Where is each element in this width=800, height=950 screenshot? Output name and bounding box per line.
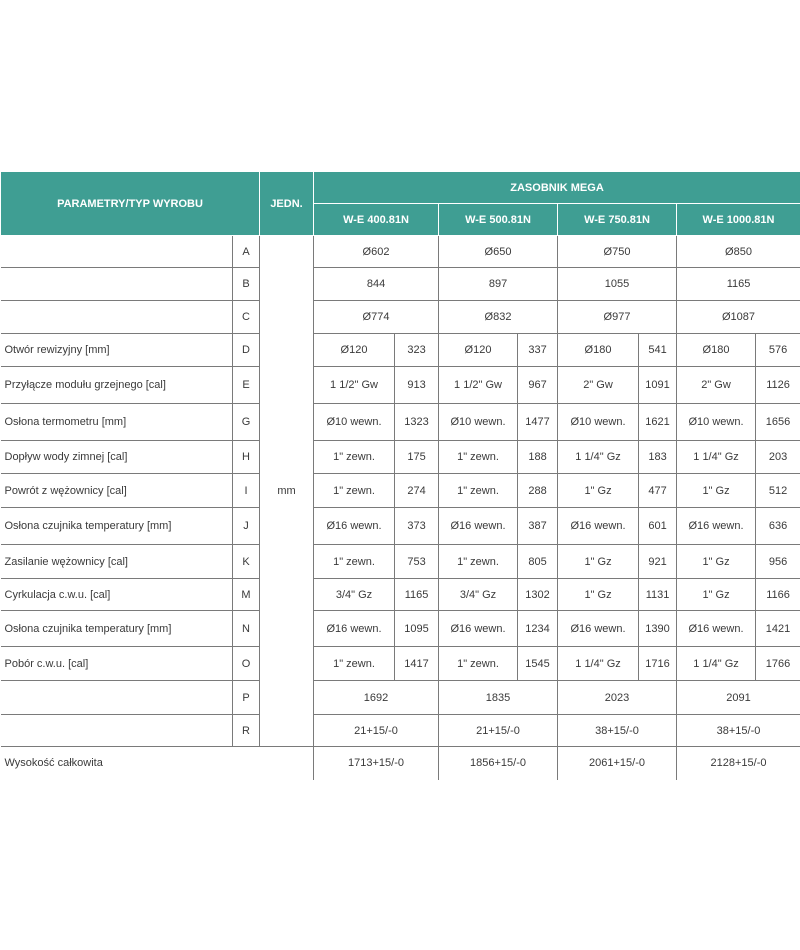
height-cell: 188 [518, 441, 558, 474]
row-letter: A [233, 236, 260, 268]
table-row [1, 441, 800, 474]
height-cell: 1323 [395, 404, 439, 441]
value-cell: 1" Gz [558, 545, 639, 579]
row-letter: B [233, 268, 260, 301]
row-label [1, 681, 233, 715]
height-cell: 913 [395, 367, 439, 404]
table-row [1, 404, 800, 441]
total-row [1, 747, 800, 780]
model-header: W-E 400.81N [314, 204, 439, 236]
table-row [1, 508, 800, 545]
total-label: Wysokość całkowita [1, 747, 314, 780]
table-row [1, 681, 800, 715]
value-cell: 1692 [314, 681, 439, 715]
height-cell: 1545 [518, 647, 558, 681]
row-letter: C [233, 301, 260, 334]
height-cell: 373 [395, 508, 439, 545]
value-cell: 1" Gz [558, 474, 639, 508]
row-label [1, 301, 233, 334]
height-cell: 512 [756, 474, 800, 508]
value-cell: 1" zewn. [314, 647, 395, 681]
table-row [1, 334, 800, 367]
row-label: Dopływ wody zimnej [cal] [1, 441, 233, 474]
value-cell: 1 1/2" Gw [439, 367, 518, 404]
row-label [1, 268, 233, 301]
value-cell: 1 1/4" Gz [558, 441, 639, 474]
value-cell: 1" zewn. [439, 647, 518, 681]
height-cell: 1095 [395, 611, 439, 647]
value-cell: Ø10 wewn. [677, 404, 756, 441]
height-cell: 1126 [756, 367, 800, 404]
value-cell: 21+15/-0 [314, 715, 439, 747]
row-label [1, 715, 233, 747]
table-row [1, 715, 800, 747]
value-cell: Ø16 wewn. [314, 611, 395, 647]
value-cell: Ø977 [558, 301, 677, 334]
value-cell: 1" Gz [677, 579, 756, 611]
model-header: W-E 1000.81N [677, 204, 800, 236]
height-cell: 1302 [518, 579, 558, 611]
value-cell: Ø180 [558, 334, 639, 367]
unit-header: JEDN. [260, 172, 314, 236]
value-cell: 1835 [439, 681, 558, 715]
height-cell: 175 [395, 441, 439, 474]
value-cell: Ø180 [677, 334, 756, 367]
value-cell: Ø10 wewn. [558, 404, 639, 441]
value-cell: Ø1087 [677, 301, 800, 334]
row-label: Cyrkulacja c.w.u. [cal] [1, 579, 233, 611]
height-cell: 1417 [395, 647, 439, 681]
value-cell: 1" zewn. [314, 474, 395, 508]
value-cell: 844 [314, 268, 439, 301]
value-cell: 1 1/4" Gz [677, 441, 756, 474]
height-cell: 1165 [395, 579, 439, 611]
table-row [1, 367, 800, 404]
row-letter: N [233, 611, 260, 647]
value-cell: 2023 [558, 681, 677, 715]
height-cell: 183 [639, 441, 677, 474]
height-cell: 1656 [756, 404, 800, 441]
table-row [1, 474, 800, 508]
param-header: PARAMETRY/TYP WYROBU [1, 172, 260, 236]
value-cell: 1 1/4" Gz [558, 647, 639, 681]
height-cell: 274 [395, 474, 439, 508]
value-cell: Ø16 wewn. [439, 611, 518, 647]
row-letter: M [233, 579, 260, 611]
height-cell: 1390 [639, 611, 677, 647]
height-cell: 387 [518, 508, 558, 545]
row-letter: I [233, 474, 260, 508]
row-label: Przyłącze modułu grzejnego [cal] [1, 367, 233, 404]
value-cell: Ø16 wewn. [558, 508, 639, 545]
row-letter: H [233, 441, 260, 474]
height-cell: 203 [756, 441, 800, 474]
table-row [1, 301, 800, 334]
value-cell: Ø16 wewn. [677, 508, 756, 545]
value-cell: Ø120 [439, 334, 518, 367]
row-label: Zasilanie wężownicy [cal] [1, 545, 233, 579]
height-cell: 601 [639, 508, 677, 545]
unit-cell: mm [260, 236, 314, 747]
height-cell: 1131 [639, 579, 677, 611]
value-cell: 897 [439, 268, 558, 301]
table-row [1, 236, 800, 268]
value-cell: Ø832 [439, 301, 558, 334]
value-cell: 1" zewn. [439, 474, 518, 508]
value-cell: Ø16 wewn. [439, 508, 518, 545]
table-row [1, 611, 800, 647]
row-label: Pobór c.w.u. [cal] [1, 647, 233, 681]
height-cell: 337 [518, 334, 558, 367]
value-cell: 1" Gz [677, 474, 756, 508]
row-letter: D [233, 334, 260, 367]
table-row [1, 268, 800, 301]
height-cell: 477 [639, 474, 677, 508]
value-cell: 1" zewn. [439, 545, 518, 579]
value-cell: Ø120 [314, 334, 395, 367]
row-label: Powrót z wężownicy [cal] [1, 474, 233, 508]
value-cell: 1" zewn. [439, 441, 518, 474]
height-cell: 1091 [639, 367, 677, 404]
row-letter: O [233, 647, 260, 681]
total-cell: 1713+15/-0 [314, 747, 439, 780]
value-cell: Ø10 wewn. [439, 404, 518, 441]
spec-table [0, 171, 800, 780]
height-cell: 1421 [756, 611, 800, 647]
value-cell: 21+15/-0 [439, 715, 558, 747]
value-cell: Ø850 [677, 236, 800, 268]
height-cell: 636 [756, 508, 800, 545]
row-label: Osłona czujnika temperatury [mm] [1, 508, 233, 545]
height-cell: 576 [756, 334, 800, 367]
value-cell: 2" Gw [558, 367, 639, 404]
height-cell: 288 [518, 474, 558, 508]
row-letter: E [233, 367, 260, 404]
value-cell: 1055 [558, 268, 677, 301]
height-cell: 541 [639, 334, 677, 367]
row-letter: J [233, 508, 260, 545]
height-cell: 323 [395, 334, 439, 367]
value-cell: Ø602 [314, 236, 439, 268]
model-header: W-E 750.81N [558, 204, 677, 236]
table-row [1, 647, 800, 681]
value-cell: 2" Gw [677, 367, 756, 404]
row-letter: R [233, 715, 260, 747]
table-row [1, 579, 800, 611]
height-cell: 967 [518, 367, 558, 404]
row-label: Osłona czujnika temperatury [mm] [1, 611, 233, 647]
group-header: ZASOBNIK MEGA [314, 172, 800, 204]
height-cell: 921 [639, 545, 677, 579]
value-cell: 1 1/4" Gz [677, 647, 756, 681]
height-cell: 753 [395, 545, 439, 579]
height-cell: 1766 [756, 647, 800, 681]
height-cell: 1234 [518, 611, 558, 647]
value-cell: Ø650 [439, 236, 558, 268]
total-cell: 2128+15/-0 [677, 747, 800, 780]
height-cell: 1716 [639, 647, 677, 681]
value-cell: Ø16 wewn. [558, 611, 639, 647]
value-cell: 38+15/-0 [558, 715, 677, 747]
height-cell: 1477 [518, 404, 558, 441]
row-letter: K [233, 545, 260, 579]
value-cell: 38+15/-0 [677, 715, 800, 747]
total-cell: 2061+15/-0 [558, 747, 677, 780]
value-cell: Ø16 wewn. [677, 611, 756, 647]
value-cell: 3/4" Gz [314, 579, 395, 611]
value-cell: 1 1/2" Gw [314, 367, 395, 404]
value-cell: 1165 [677, 268, 800, 301]
value-cell: 2091 [677, 681, 800, 715]
table-row [1, 545, 800, 579]
value-cell: 1" Gz [558, 579, 639, 611]
value-cell: Ø774 [314, 301, 439, 334]
total-cell: 1856+15/-0 [439, 747, 558, 780]
height-cell: 1621 [639, 404, 677, 441]
value-cell: 1" zewn. [314, 545, 395, 579]
value-cell: 3/4" Gz [439, 579, 518, 611]
row-label: Osłona termometru [mm] [1, 404, 233, 441]
row-letter: P [233, 681, 260, 715]
height-cell: 956 [756, 545, 800, 579]
value-cell: 1" zewn. [314, 441, 395, 474]
model-header: W-E 500.81N [439, 204, 558, 236]
row-label [1, 236, 233, 268]
value-cell: Ø10 wewn. [314, 404, 395, 441]
height-cell: 1166 [756, 579, 800, 611]
value-cell: 1" Gz [677, 545, 756, 579]
value-cell: Ø750 [558, 236, 677, 268]
row-label: Otwór rewizyjny [mm] [1, 334, 233, 367]
height-cell: 805 [518, 545, 558, 579]
row-letter: G [233, 404, 260, 441]
value-cell: Ø16 wewn. [314, 508, 395, 545]
